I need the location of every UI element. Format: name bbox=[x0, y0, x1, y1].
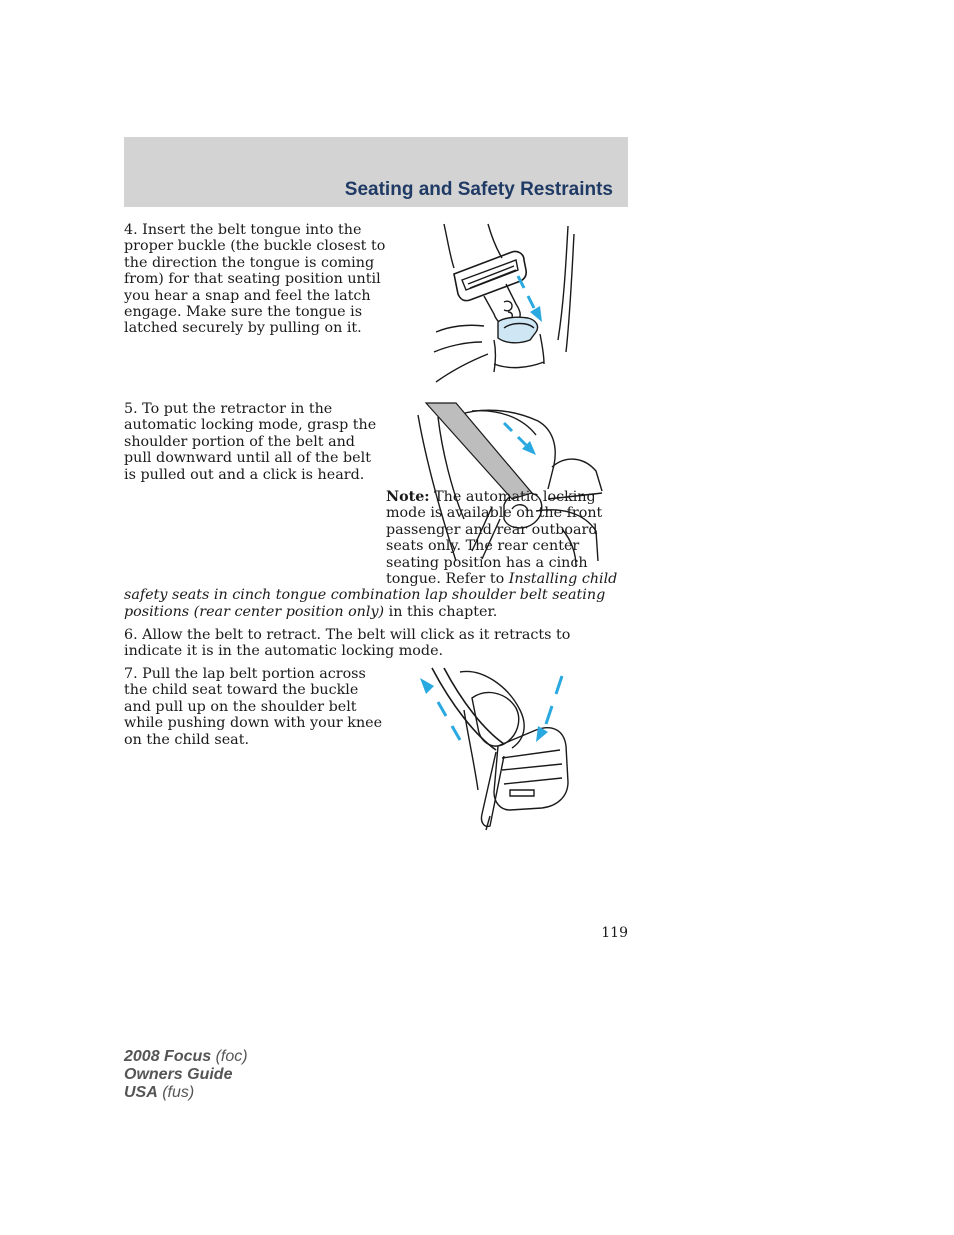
step-7-text: 7. Pull the lap belt portion across the child seat toward the buckle and pull up on the shoulder belt while pushing down with your knee on the child seat. bbox=[124, 666, 383, 748]
footer-line-market: USA (fus) bbox=[124, 1084, 195, 1101]
step-6-text: 6. Allow the belt to retract. The belt will click as it retracts to indicate it is in the automatic locking mode. bbox=[124, 627, 571, 660]
step-4-text: 4. Insert the belt tongue into the proper buckle (the buckle closest to the direction the tongue is coming from) for that seating position until you hear a snap and feel the latch engage. Make sure the tongue is latched securely by pulling on it. bbox=[124, 222, 386, 337]
note-paragraph bbox=[124, 489, 624, 620]
section-header bbox=[124, 137, 628, 207]
figure-float-spacer bbox=[124, 489, 386, 585]
footer-line-model: 2008 Focus (foc) bbox=[124, 1048, 248, 1065]
note-text: The automatic locking mode is available on the front passenger and rear outboard seats only. The rear center seating position has a cinch tongue. Refer to bbox=[386, 489, 603, 588]
footer-line-guide: Owners Guide bbox=[124, 1066, 233, 1083]
page-number: 119 bbox=[601, 925, 628, 941]
section-title: Seating and Safety Restraints bbox=[344, 179, 613, 200]
child-seat-belt-illustration bbox=[412, 666, 580, 832]
note-label: Note: bbox=[386, 489, 430, 505]
note-tail: in this chapter. bbox=[384, 603, 498, 620]
belt-buckle-illustration bbox=[432, 222, 592, 388]
document-footer bbox=[124, 1048, 248, 1102]
note-reference: Installing child safety seats in cinch tongue combination lap shoulder belt seating positions (rear center position only) bbox=[124, 571, 618, 620]
step-5-text: 5. To put the retractor in the automatic locking mode, grasp the shoulder portion of the belt and pull downward until all of the belt is pulled out and a click is heard. bbox=[124, 401, 377, 483]
